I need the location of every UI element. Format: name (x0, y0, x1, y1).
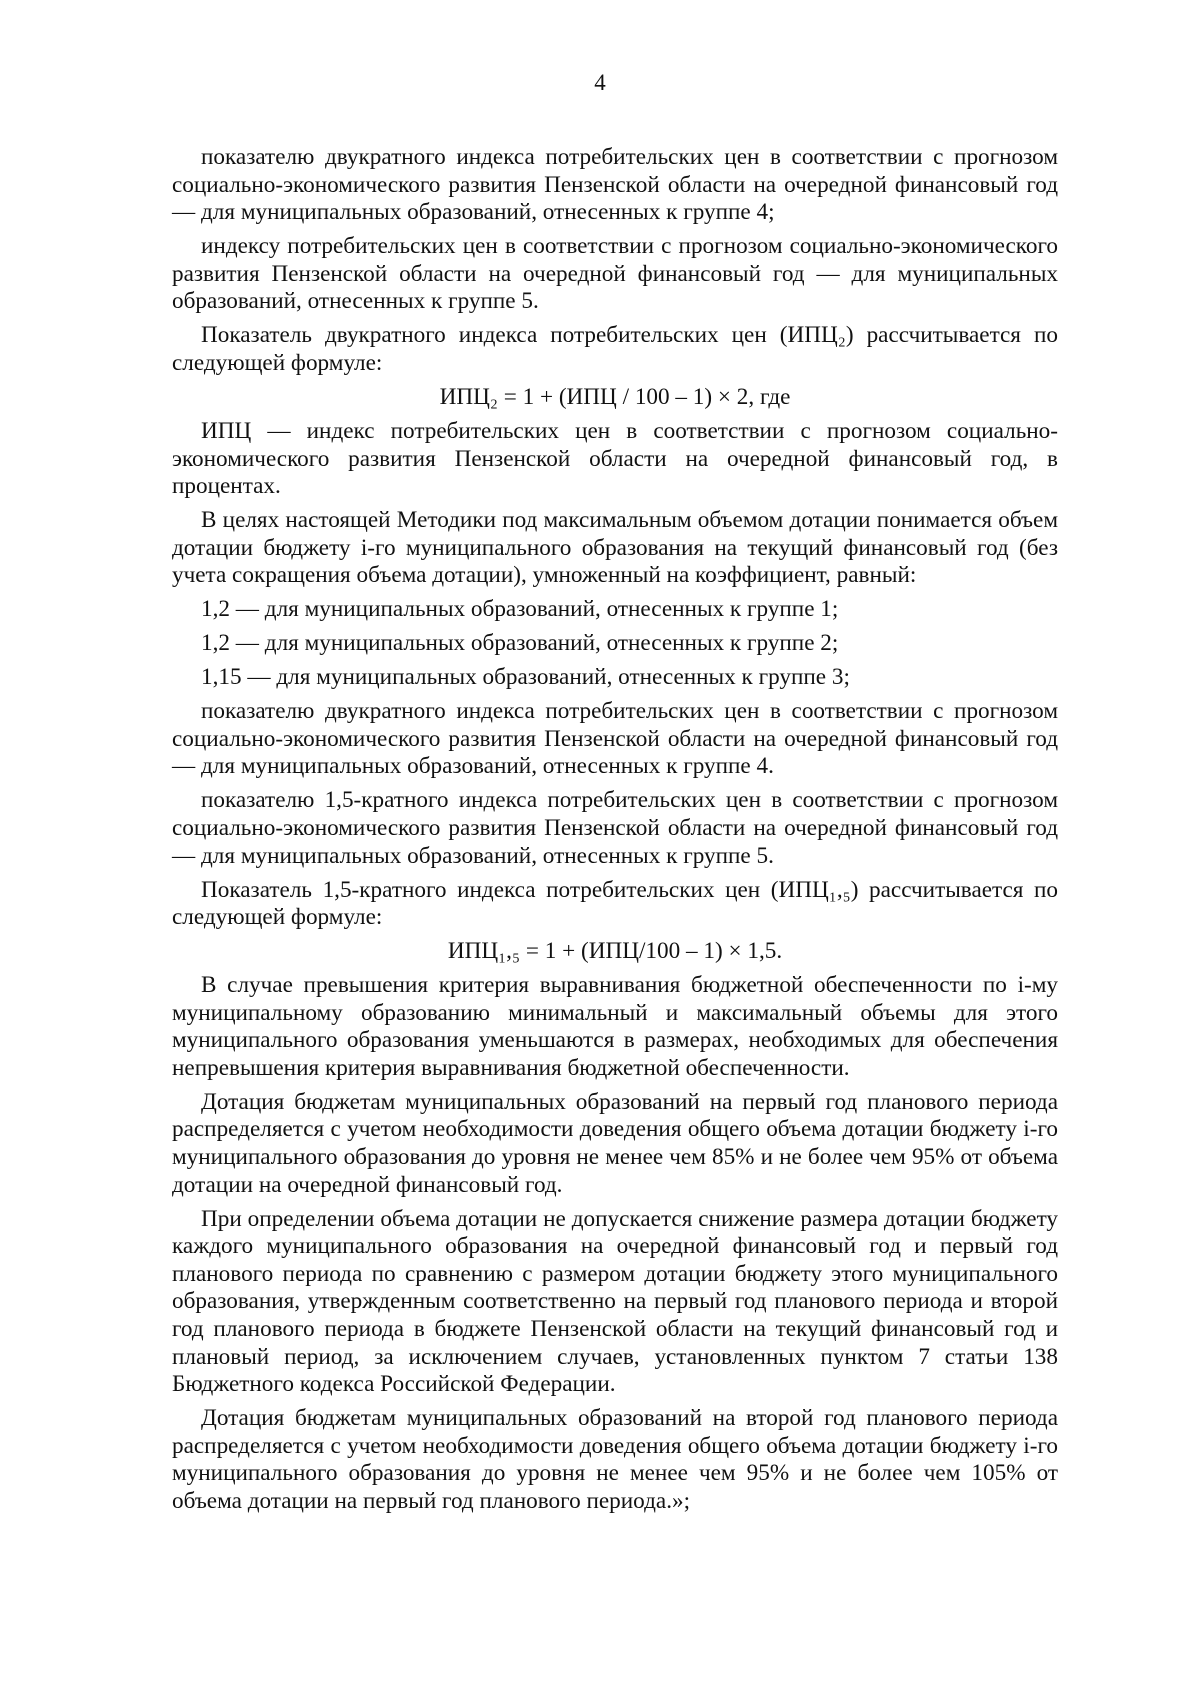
paragraph: показателю 1,5-кратного индекса потребительских цен в соответствии с прогнозом социально-экономического развития Пензенской области на очередной финансовый год — для муниципальных образований, отнесенных к группе 5. (172, 787, 1058, 869)
list-item: 1,15 — для муниципальных образований, отнесенных к группе 3; (201, 664, 850, 691)
list-item: 1,2 — для муниципальных образований, отнесенных к группе 1; (201, 596, 839, 623)
document-body (172, 144, 1058, 1522)
paragraph: В случае превышения критерия выравнивания бюджетной обеспеченности по i-му муниципальному образованию минимальный и максимальный объемы для этого муниципального образования уменьшаются в размерах, необходимых для обеспечения непревышения критерия выравнивания бюджетной обеспеченности. (172, 972, 1058, 1081)
paragraph: индексу потребительских цен в соответствии с прогнозом социально-экономического развития Пензенской области на очередной финансовый год — для муниципальных образований, отнесенных к группе 5. (172, 233, 1058, 315)
paragraph: ИПЦ — индекс потребительских цен в соответствии с прогнозом социально-экономического развития Пензенской области на очередной финансовый год, в процентах. (172, 417, 1058, 500)
paragraph: показателю двукратного индекса потребительских цен в соответствии с прогнозом социально-экономического развития Пензенской области на очередной финансовый год — для муниципальных образований, отнесенных к группе 4; (172, 144, 1058, 226)
paragraph: Показатель 1,5-кратного индекса потребительских цен (ИПЦ₁,₅) рассчитывается по следующей формуле: (172, 876, 1058, 931)
formula-ipc2: ИПЦ₂ = 1 + (ИПЦ / 100 – 1) × 2, где (439, 383, 791, 410)
list-item: 1,2 — для муниципальных образований, отнесенных к группе 2; (201, 630, 839, 657)
formula-ipc15: ИПЦ₁,₅ = 1 + (ИПЦ/100 – 1) × 1,5. (447, 938, 783, 965)
paragraph: Показатель двукратного индекса потребительских цен (ИПЦ₂) рассчитывается по следующей формуле: (172, 322, 1058, 376)
paragraph: Дотация бюджетам муниципальных образований на второй год планового периода распределяется с учетом необходимости доведения общего объема дотации бюджету i-го муниципального образования до уровня не менее чем 95% и не более чем 105% от объема дотации на первый год планового периода.»; (172, 1405, 1058, 1514)
page-number: 4 (594, 70, 606, 95)
paragraph: В целях настоящей Методики под максимальным объемом дотации понимается объем дотации бюджету i-го муниципального образования на текущий финансовый год (без учета сокращения объема дотации), умноженный на коэффициент, равный: (172, 507, 1058, 589)
paragraph: Дотация бюджетам муниципальных образований на первый год планового периода распределяется с учетом необходимости доведения общего объема дотации бюджету i-го муниципального образования до уровня не менее чем 85% и не более чем 95% от объема дотации на очередной финансовый год. (172, 1088, 1058, 1198)
paragraph: При определении объема дотации не допускается снижение размера дотации бюджету каждого муниципального образования на очередной финансовый год и первый год планового периода по сравнению с размером дотации бюджету этого муниципального образования, утвержденным соответственно на первый год планового периода и второй год планового периода в бюджете Пензенской области на текущий финансовый год и плановый период, за исключением случаев, установленных пунктом 7 статьи 138 Бюджетного кодекса Российской Федерации. (172, 1205, 1058, 1398)
paragraph: показателю двукратного индекса потребительских цен в соответствии с прогнозом социально-экономического развития Пензенской области на очередной финансовый год — для муниципальных образований, отнесенных к группе 4. (172, 698, 1058, 780)
